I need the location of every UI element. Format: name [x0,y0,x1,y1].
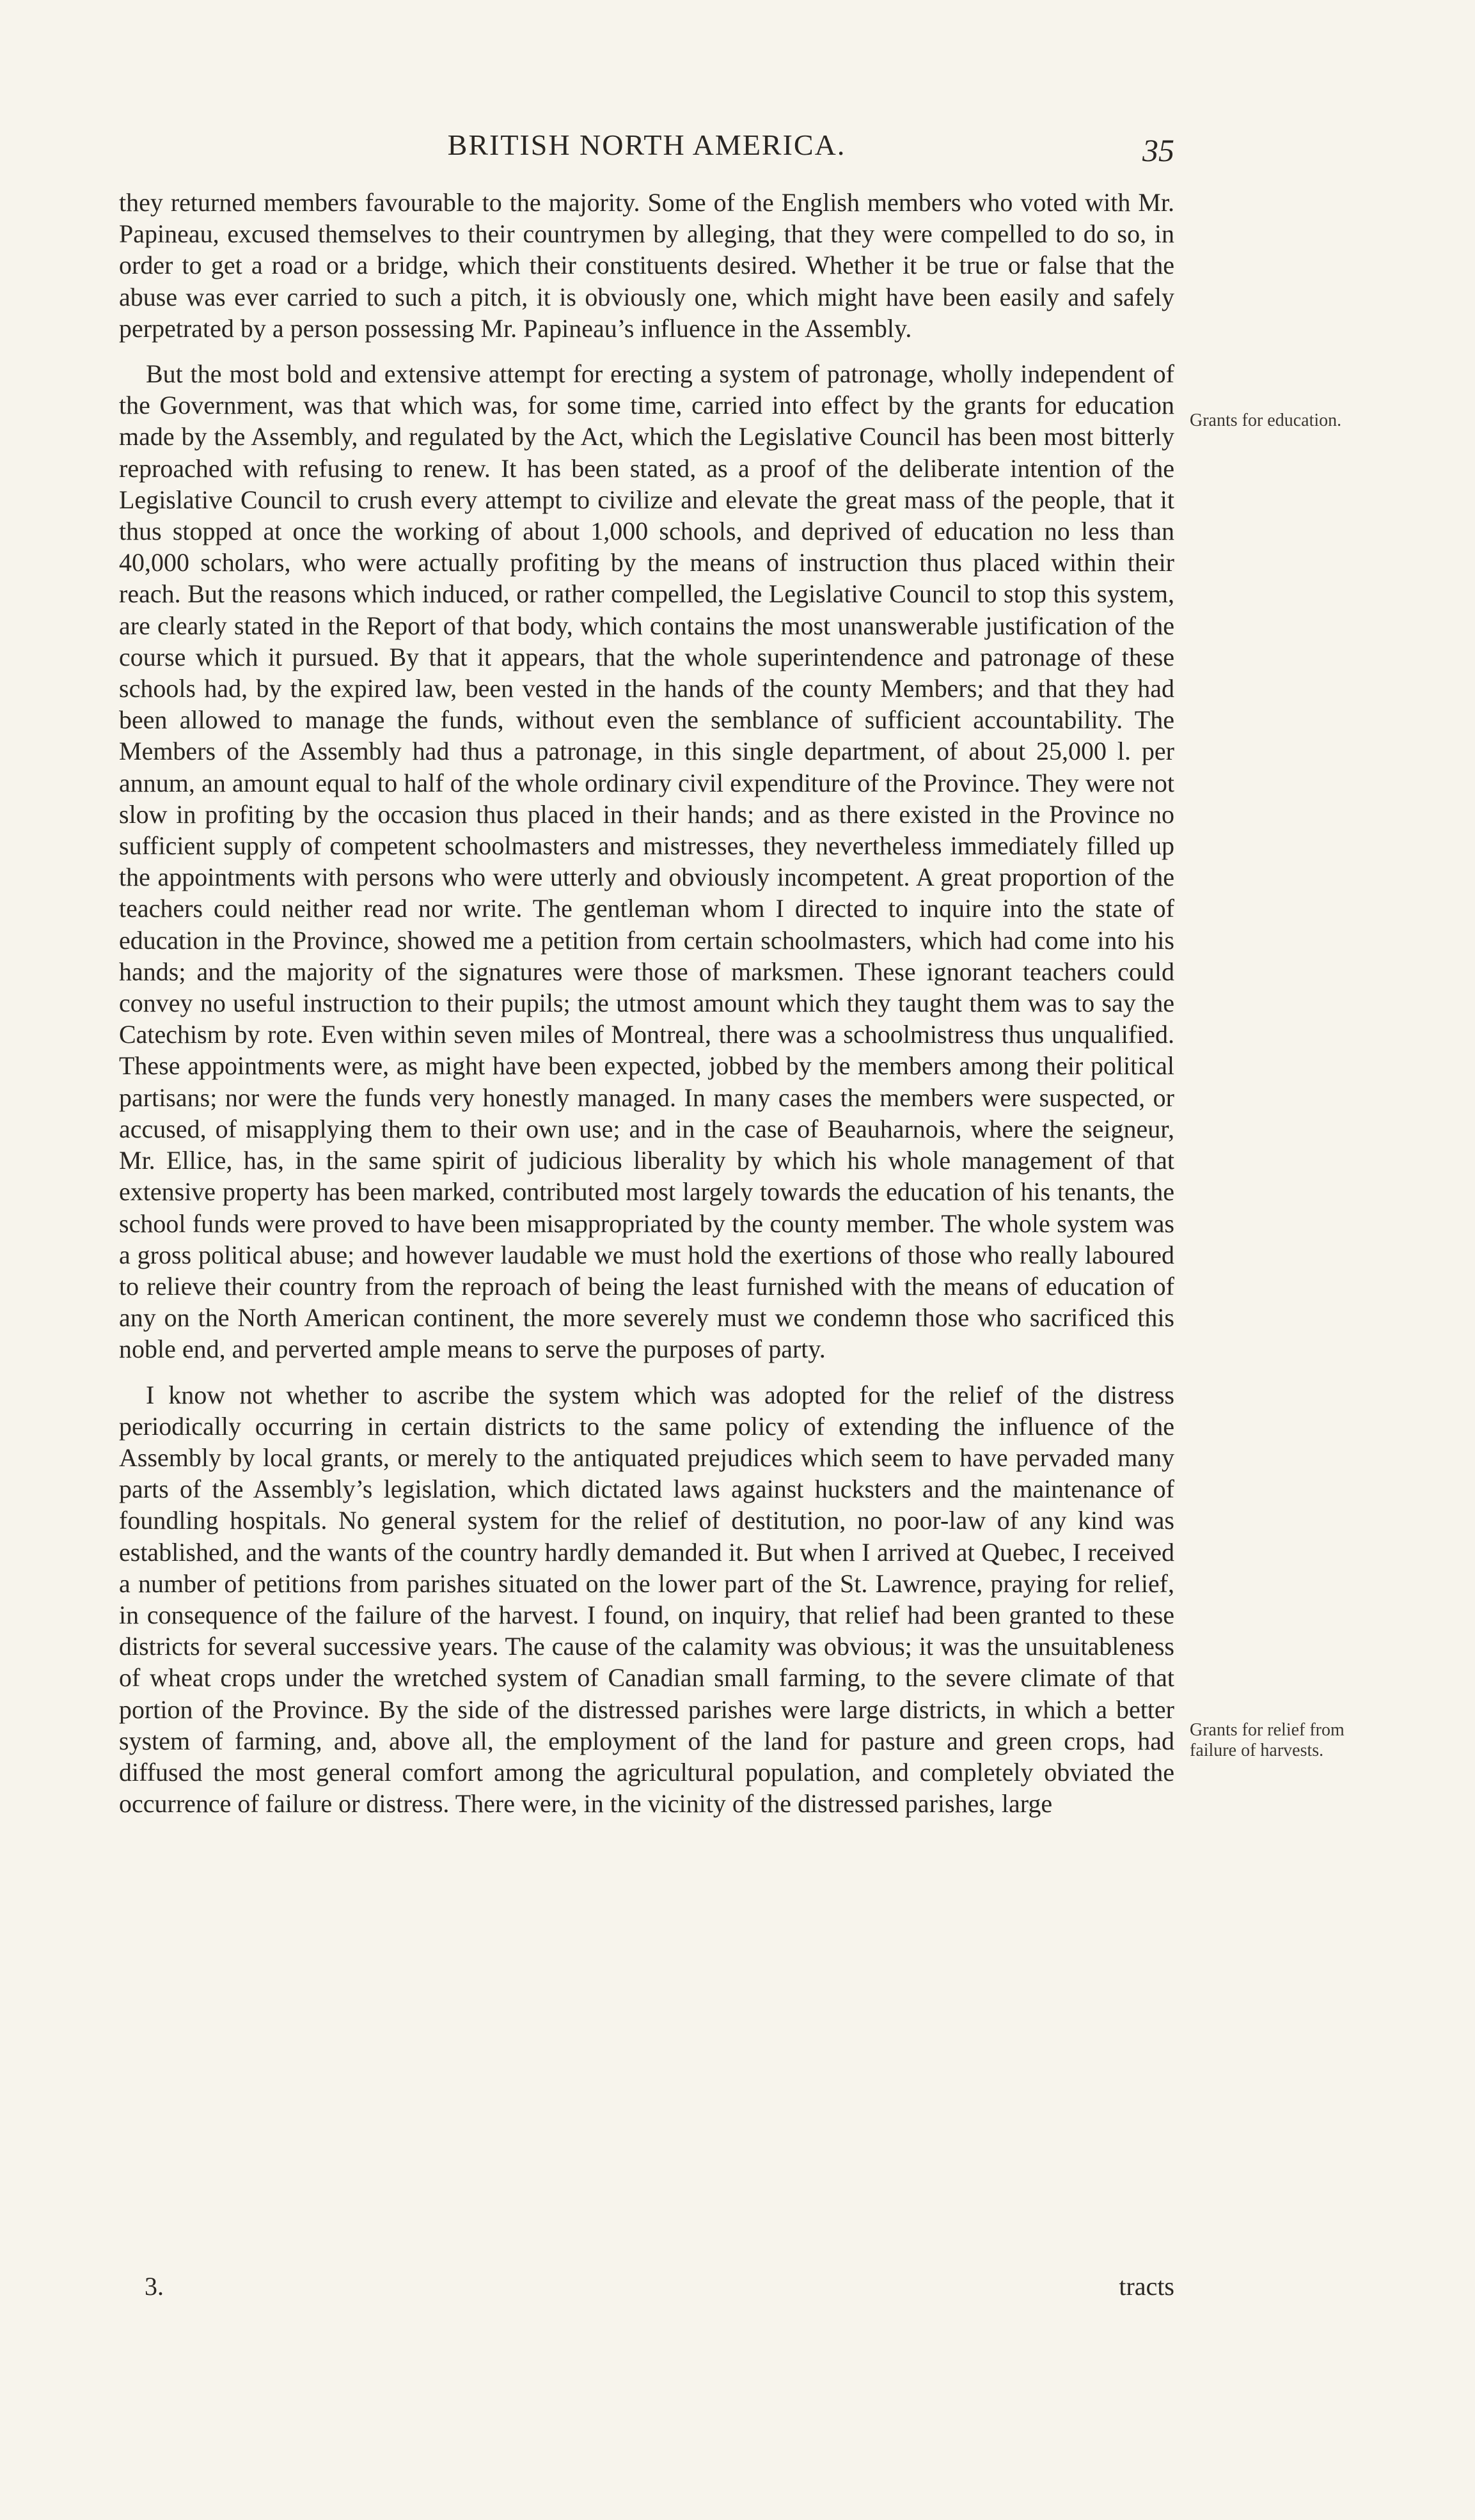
paragraph-relief-grants: I know not whether to ascribe the system which was adopted for the relief of the distress periodically occurring in certain districts to the same policy of extending the influence of the Assembly by local grants, or merely to the antiquated prejudices which seem to have pervaded many parts of the Assembly’s legislation, which dictated laws against hucksters and the maintenance of foundling hospitals. No general system for the relief of destitution, no poor-law of any kind was established, and the wants of the country hardly demanded it. But when I arrived at Quebec, I received a number of petitions from parishes situated on the lower part of the St. Lawrence, praying for relief, in consequence of the failure of the harvest. I found, on inquiry, that relief had been granted to these districts for several successive years. The cause of the calamity was obvious; it was the unsuitableness of wheat crops under the wretched system of Canadian small farming, to the severe climate of that portion of the Province. By the side of the distressed parishes were large districts, in which a better system of farming, and, above all, the employment of the land for pasture and green crops, had diffused the most general comfort among the agricultural population, and completely obviated the occurrence of failure or distress. There were, in the vicinity of the distressed parishes, large [119,1380,1174,1819]
running-head: BRITISH NORTH AMERICA. [447,129,846,161]
paragraph-continued: they returned members favourable to the majority. Some of the English members who voted with Mr. Papineau, excused themselves to their countrymen by alleging, that they were compelled to do so, in order to get a road or a bridge, which their constituents desired. Whether it be true or false that the abuse was ever carried to such a pitch, it is obviously one, which might have been easily and safely perpetrated by a person possessing Mr. Papineau’s influence in the Assembly. [119,188,1174,343]
page-number: 35 [1142,132,1174,168]
body-text [119,187,1174,1819]
margin-note-relief: Grants for relief from failure of harvests. [1190,1720,1345,1760]
page-footer [119,2271,1174,2310]
paragraph-education-grants: But the most bold and extensive attempt for erecting a system of patronage, wholly independent of the Government, was that which was, for some time, carried into effect by the grants for education made by the Assembly, and regulated by the Act, which the Legislative Council has been most bitterly reproached with refusing to renew. It has been stated, as a proof of the deliberate intention of the Legislative Council to crush every attempt to civilize and elevate the great mass of the people, that it thus stopped at once the working of about 1,000 schools, and deprived of education no less than 40,000 scholars, who were actually profiting by the means of instruction thus placed within their reach. But the reasons which induced, or rather compelled, the Legislative Council to stop this system, are clearly stated in the Report of that body, which contains the most unanswerable justification of the course which it pursued. By that it appears, that the whole superintendence and patronage of these schools had, by the expired law, been vested in the hands of the county Members; and that they had been allowed to manage the funds, without even the semblance of sufficient accountability. The Members of the Assembly had thus a patronage, in this single department, of about 25,000 l. per annum, an amount equal to half of the whole ordinary civil expenditure of the Province. They were not slow in profiting by the occasion thus placed in their hands; and as there existed in the Province no sufficient supply of competent schoolmasters and mistresses, they nevertheless immediately filled up the appointments with persons who were utterly and obviously incompetent. A great proportion of the teachers could neither read nor write. The gentleman whom I directed to inquire into the state of education in the Province, showed me a petition from certain schoolmasters, which had come into his hands; and the majority of the signatures were those of marksmen. These ignorant teachers could convey no useful instruction to their pupils; the utmost amount which they taught them was to say the Catechism by rote. Even within seven miles of Montreal, there was a schoolmistress thus unqualified. These appointments were, as might have been expected, jobbed by the members among their political partisans; nor were the funds very honestly managed. In many cases the members were suspected, or accused, of misapplying them to their own use; and in the case of Beauharnois, where the seigneur, Mr. Ellice, has, in the same spirit of judicious liberality by which his whole management of that extensive property has been marked, contributed most largely towards the education of his tenants, the school funds were proved to have been misappropriated by the county member. The whole system was a gross political abuse; and however laudable we must hold the exertions of those who really laboured to relieve their country from the reproach of being the least furnished with the means of education of any on the North American continent, the more severely must we condemn those who sacrificed this noble end, and perverted ample means to serve the purposes of party. [119,359,1174,1364]
catchword: tracts [1119,2272,1174,2301]
signature-mark: 3. [145,2272,164,2301]
margin-note-education: Grants for education. [1190,411,1342,430]
page-header [119,128,1174,173]
